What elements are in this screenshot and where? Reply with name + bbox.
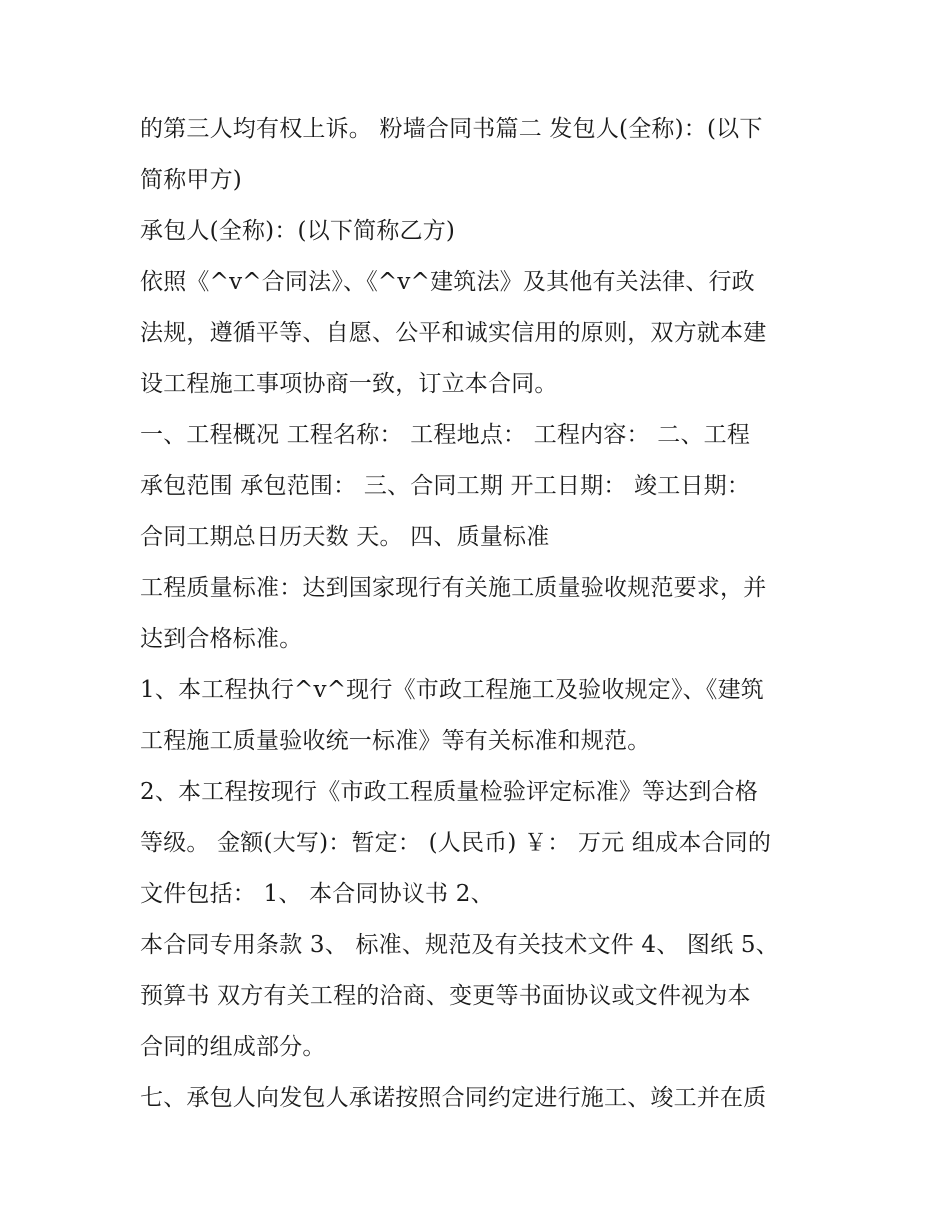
text-line: 工程施工质量验收统一标准》等有关标准和规范。 [140, 728, 651, 754]
text-line: 预算书 双方有关工程的洽商、变更等书面协议或文件视为本 [140, 983, 751, 1009]
text-line: 等级。 金额(大写)：暂定： (人民币) ￥： 万元 组成本合同的 [140, 830, 772, 856]
text-line: 承包范围 承包范围： 三、合同工期 开工日期： 竣工日期： [140, 473, 751, 499]
text-line: 本合同专用条款 3、 标准、规范及有关技术文件 4、 图纸 5、 [140, 932, 779, 958]
text-line: 承包人(全称)：(以下简称乙方) [140, 218, 456, 244]
text-line: 文件包括： 1、 本合同协议书 2、 [140, 881, 494, 907]
text-line: 依照《^v^合同法》、《^v^建筑法》及其他有关法律、行政 [140, 269, 755, 295]
text-line: 合同的组成部分。 [140, 1034, 326, 1060]
text-line: 1、本工程执行^v^现行《市政工程施工及验收规定》、《建筑 [140, 677, 764, 703]
text-line: 七、承包人向发包人承诺按照合同约定进行施工、竣工并在质 [140, 1085, 767, 1111]
text-line: 达到合格标准。 [140, 626, 303, 652]
text-line: 设工程施工事项协商一致，订立本合同。 [140, 371, 558, 397]
text-line: 工程质量标准：达到国家现行有关施工质量验收规范要求，并 [140, 575, 767, 601]
document-body [140, 104, 830, 1124]
text-line: 一、工程概况 工程名称： 工程地点： 工程内容： 二、工程 [140, 422, 751, 448]
text-line: 2、本工程按现行《市政工程质量检验评定标准》等达到合格 [140, 779, 759, 805]
text-line: 法规，遵循平等、自愿、公平和诚实信用的原则，双方就本建 [140, 320, 767, 346]
text-line: 的第三人均有权上诉。 粉墙合同书篇二 发包人(全称)：(以下 [140, 116, 763, 142]
text-line: 简称甲方) [140, 167, 242, 193]
text-line: 合同工期总日历天数 天。 四、质量标准 [140, 524, 550, 550]
